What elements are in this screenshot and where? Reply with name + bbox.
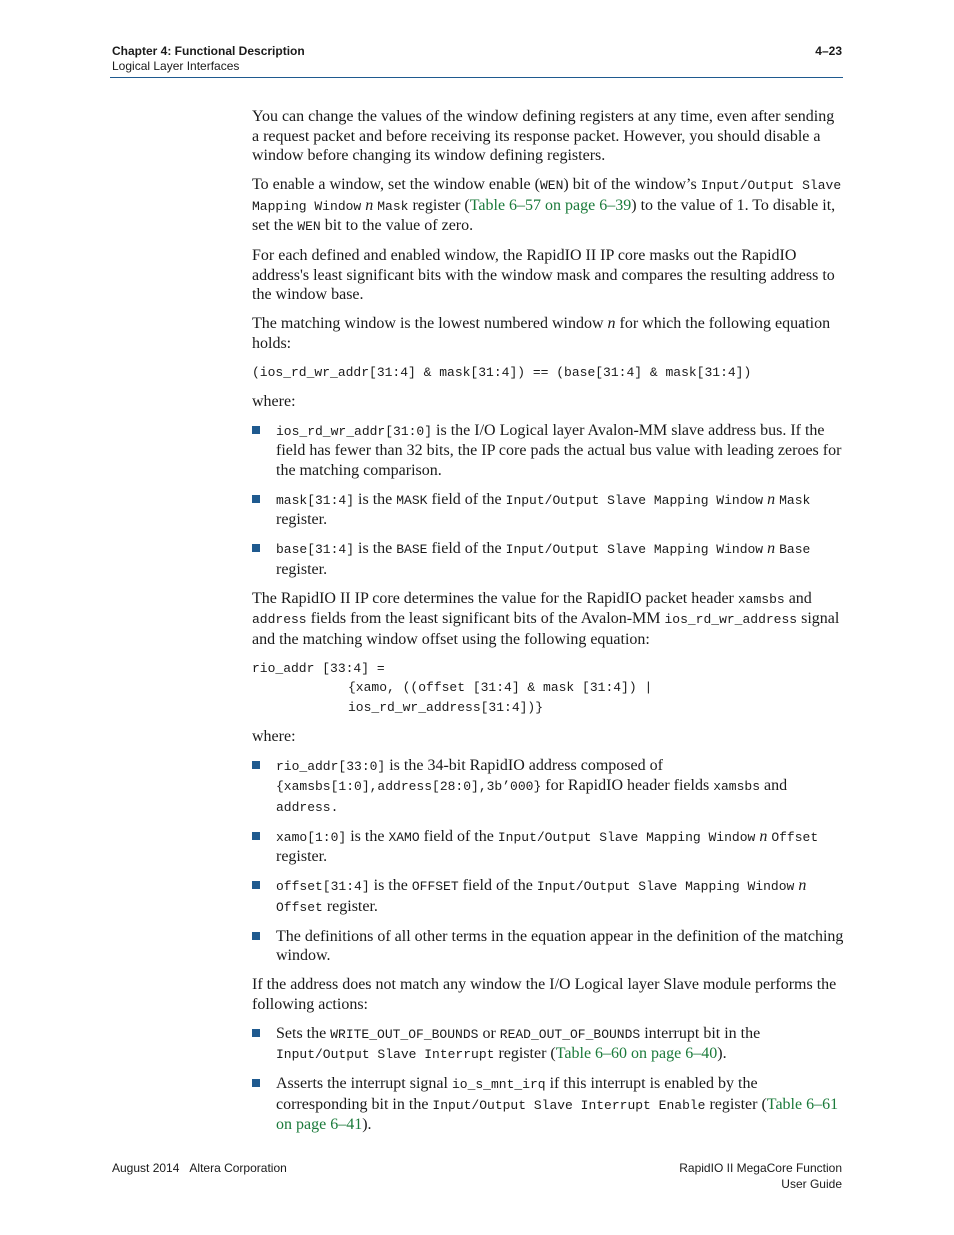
body-text <box>252 107 844 1144</box>
footer-product: RapidIO II MegaCore Function <box>679 1161 842 1175</box>
equation-match: (ios_rd_wr_addr[31:4] & mask[31:4]) == (base[31:4] & mask[31:4]) <box>252 364 752 380</box>
paragraph-no-match: If the address does not match any window the I/O Logical layer Slave module performs the following actions: <box>252 976 837 1013</box>
paragraph-enable-window: To enable a window, set the window enable (WEN) bit of the window’s Input/Output Slave Mapping Window n Mask register (Table 6–57 on page 6–39) to the value of 1. To disable it, set the WEN bit to the value of zero. <box>252 176 842 234</box>
equation-rio-addr: rio_addr [33:4] = {xamo, ((offset [31:4] & mask [31:4]) | ios_rd_wr_address[31:4])} <box>252 660 653 715</box>
action-list <box>252 1024 844 1135</box>
list-item: ios_rd_wr_addr[31:0] is the I/O Logical layer Avalon-MM slave address bus. If the field has fewer than 32 bits, the IP core pads the actual bus value with leading zeroes for the matching comparison. <box>252 421 844 481</box>
paragraph-window-change: You can change the values of the window defining registers at any time, even after sending a request packet and before receiving its response packet. However, you should disable a window before changing its window defining registers. <box>252 108 835 164</box>
where-label: where: <box>252 727 296 745</box>
where-label: where: <box>252 392 296 410</box>
footer-right <box>679 1160 842 1192</box>
footer-left <box>112 1160 287 1192</box>
list-item: Asserts the interrupt signal io_s_mnt_irq if this interrupt is enabled by the corresponding bit in the Input/Output Slave Interrupt Enable register (Table 6–61 on page 6–41). <box>252 1074 844 1135</box>
page-number: 4–23 <box>815 44 842 58</box>
footer-date: August 2014 <box>112 1161 180 1175</box>
page-footer <box>112 1160 842 1192</box>
paragraph-mask-compare: For each defined and enabled window, the RapidIO II IP core masks out the RapidIO address's least significant bits with the window mask and compares the resulting address to the window base. <box>252 247 835 303</box>
definition-list-rio-addr <box>252 756 844 966</box>
header-divider <box>110 77 843 78</box>
table-6-57-link[interactable]: Table 6–57 on page 6–39 <box>469 196 632 214</box>
paragraph-matching-window: The matching window is the lowest numbered window n for which the following equation holds: <box>252 315 831 352</box>
definition-list-match <box>252 421 844 580</box>
list-item: The definitions of all other terms in the equation appear in the definition of the matching window. <box>252 927 844 966</box>
footer-company: Altera Corporation <box>189 1161 287 1175</box>
table-6-61-link[interactable]: Table 6–61 on page 6–41 <box>276 1095 839 1133</box>
chapter-title: Chapter 4: Functional Description <box>112 44 305 58</box>
list-item: base[31:4] is the BASE field of the Input/Output Slave Mapping Window n Base register. <box>252 539 844 579</box>
list-item: rio_addr[33:0] is the 34-bit RapidIO address composed of {xamsbs[1:0],address[28:0],3b’000} for RapidIO header fields xamsbs and address. <box>252 756 844 818</box>
page-header <box>112 44 842 74</box>
section-title: Logical Layer Interfaces <box>112 59 240 73</box>
list-item: xamo[1:0] is the XAMO field of the Input/Output Slave Mapping Window n Offset register. <box>252 827 844 867</box>
paragraph-address-fields: The RapidIO II IP core determines the value for the RapidIO packet header xamsbs and address fields from the least significant bits of the Avalon-MM ios_rd_wr_address signal and the matching window offset using the following equation: <box>252 589 840 648</box>
footer-doc-type: User Guide <box>781 1177 842 1191</box>
list-item: mask[31:4] is the MASK field of the Input/Output Slave Mapping Window n Mask register. <box>252 490 844 530</box>
list-item: Sets the WRITE_OUT_OF_BOUNDS or READ_OUT_OF_BOUNDS interrupt bit in the Input/Output Slave Interrupt register (Table 6–60 on page 6–40). <box>252 1024 844 1065</box>
table-6-60-link[interactable]: Table 6–60 on page 6–40 <box>555 1045 718 1062</box>
list-item: offset[31:4] is the OFFSET field of the Input/Output Slave Mapping Window n Offset register. <box>252 876 844 917</box>
